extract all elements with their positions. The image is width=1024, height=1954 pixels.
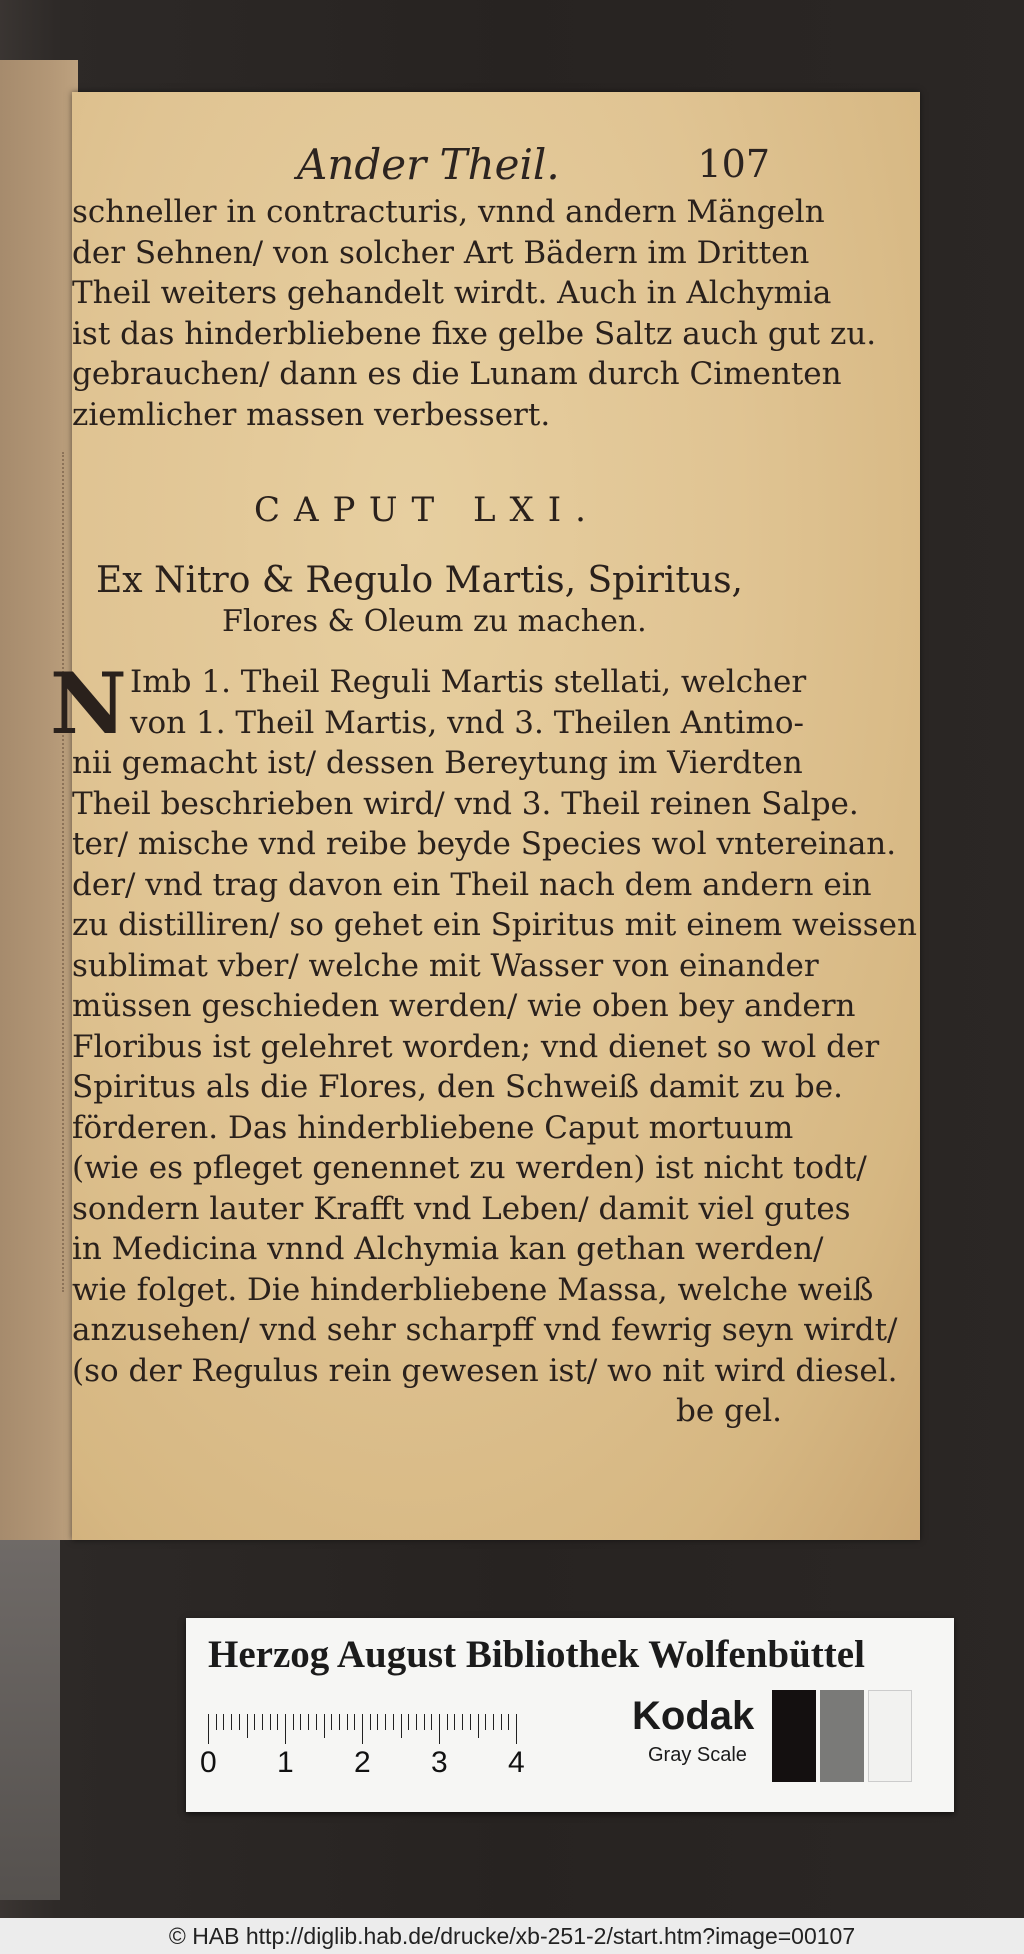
- ruler-tick: [447, 1714, 448, 1730]
- text-line: (so der Regulus rein gewesen ist/ wo nit wird diesel.: [72, 1352, 898, 1389]
- ruler-tick: [231, 1714, 232, 1730]
- ruler-tick: [223, 1714, 224, 1730]
- chapter-subtitle-line1: Ex Nitro & Regulo Martis, Spiritus,: [96, 560, 743, 601]
- page-header: [72, 140, 920, 200]
- text-line: Imb 1. Theil Reguli Martis stellati, welcher: [130, 664, 807, 700]
- ruler-tick: [208, 1714, 209, 1744]
- ruler-tick: [354, 1714, 355, 1730]
- ruler-tick: [324, 1714, 325, 1738]
- ruler-tick: [485, 1714, 486, 1730]
- text-line: ter/ mische vnd reibe beyde Species wol vntereinan.: [72, 826, 897, 862]
- drop-cap: N: [50, 654, 127, 753]
- ruler-tick: [308, 1714, 309, 1730]
- ruler-tick: [493, 1714, 494, 1730]
- ruler-tick: [416, 1714, 417, 1730]
- ruler: [200, 1714, 588, 1779]
- gray-scale-label: Gray Scale: [648, 1744, 747, 1766]
- ruler-tick: [431, 1714, 432, 1730]
- text-line: sublimat vber/ welche mit Wasser von einander: [72, 947, 819, 984]
- ruler-tick: [393, 1714, 394, 1730]
- text-line: der/ vnd trag davon ein Theil nach dem andern ein: [72, 866, 872, 903]
- ruler-tick: [385, 1714, 386, 1730]
- book-page: [50, 92, 920, 1540]
- ruler-tick: [462, 1714, 463, 1730]
- running-head: Ander Theil.: [297, 140, 560, 189]
- paragraph-2: [72, 662, 917, 1432]
- kodak-logo: Kodak: [632, 1694, 755, 1738]
- color-calibration-card: [186, 1618, 954, 1812]
- text-line: anzusehen/ vnd sehr scharpff vnd fewrig seyn wirdt/: [72, 1312, 898, 1348]
- text-line: von 1. Theil Martis, vnd 3. Theilen Antimo-: [130, 704, 804, 741]
- text-line: ziemlicher massen verbessert.: [72, 396, 551, 433]
- ruler-label: 2: [354, 1746, 371, 1779]
- ruler-tick: [362, 1714, 363, 1744]
- ruler-tick: [470, 1714, 471, 1730]
- ruler-tick: [316, 1714, 317, 1730]
- chapter-subtitle-line2: Flores & Oleum zu machen.: [222, 604, 647, 639]
- ruler-tick: [262, 1714, 263, 1730]
- swatch-black: [772, 1690, 816, 1782]
- ruler-tick: [247, 1714, 248, 1738]
- text-line: Theil beschrieben wird/ vnd 3. Theil reinen Salpe.: [72, 785, 859, 822]
- text-line: sondern lauter Krafft vnd Leben/ damit viel gutes: [72, 1190, 851, 1227]
- text-line: in Medicina vnnd Alchymia kan gethan werden/: [72, 1231, 824, 1267]
- catchword: be gel.: [675, 1393, 782, 1429]
- ruler-tick: [285, 1714, 286, 1744]
- ruler-tick: [300, 1714, 301, 1730]
- ruler-tick: [501, 1714, 502, 1730]
- ruler-tick: [424, 1714, 425, 1730]
- ruler-label: 0: [200, 1746, 217, 1779]
- text-line: müssen geschieden werden/ wie oben bey andern: [72, 988, 856, 1024]
- ruler-tick: [508, 1714, 509, 1730]
- ruler-tick: [254, 1714, 255, 1730]
- margin-rule: [62, 452, 64, 1292]
- text-line: der Sehnen/ von solcher Art Bädern im Dritten: [72, 234, 810, 271]
- text-line: Floribus ist gelehret worden; vnd dienet so wol der: [72, 1028, 880, 1065]
- ruler-tick: [408, 1714, 409, 1730]
- ruler-tick: [478, 1714, 479, 1738]
- ruler-tick: [216, 1714, 217, 1730]
- text-line: Spiritus als die Flores, den Schweiß damit zu be.: [72, 1069, 843, 1105]
- text-line: Theil weiters gehandelt wirdt. Auch in Alchymia: [72, 275, 832, 311]
- text-line: (wie es pfleget genennet zu werden) ist nicht todt/: [72, 1150, 867, 1186]
- ruler-label: 3: [431, 1746, 448, 1779]
- ruler-tick: [516, 1714, 517, 1744]
- ruler-tick: [347, 1714, 348, 1730]
- ruler-label: 1: [277, 1746, 294, 1779]
- ruler-tick: [377, 1714, 378, 1730]
- text-line: schneller in contracturis, vnnd andern Mängeln: [72, 194, 825, 230]
- text-line: ist das hinderbliebene fixe gelbe Saltz auch gut zu.: [72, 315, 877, 352]
- page-number: 107: [697, 142, 770, 186]
- previous-page-edge-lower: [0, 1540, 60, 1900]
- text-line: wie folget. Die hinderbliebene Massa, welche weiß: [72, 1271, 874, 1308]
- ruler-tick: [239, 1714, 240, 1730]
- text-line: gebrauchen/ dann es die Lunam durch Cimenten: [72, 356, 842, 392]
- ruler-tick: [293, 1714, 294, 1730]
- ruler-tick: [339, 1714, 340, 1730]
- ruler-tick: [454, 1714, 455, 1730]
- text-line: nii gemacht ist/ dessen Bereytung im Vierdten: [72, 745, 803, 781]
- footer-credit: © HAB http://diglib.hab.de/drucke/xb-251-2/start.htm?image=00107: [0, 1918, 1024, 1954]
- ruler-tick: [439, 1714, 440, 1744]
- ruler-tick: [277, 1714, 278, 1730]
- text-line: zu distilliren/ so gehet ein Spiritus mit einem weissen: [72, 907, 917, 943]
- chapter-title: CAPUT LXI.: [253, 490, 600, 530]
- ruler-tick: [401, 1714, 402, 1738]
- ruler-label: 4: [508, 1746, 525, 1779]
- paragraph-1: [72, 192, 877, 435]
- swatch-gray: [820, 1690, 864, 1782]
- ruler-tick: [270, 1714, 271, 1730]
- swatch-white: [868, 1690, 912, 1782]
- ruler-tick: [370, 1714, 371, 1730]
- text-line: förderen. Das hinderbliebene Caput mortuum: [72, 1109, 794, 1146]
- ruler-tick: [331, 1714, 332, 1730]
- card-title: Herzog August Bibliothek Wolfenbüttel: [208, 1633, 865, 1676]
- previous-page-edge: [0, 60, 78, 1540]
